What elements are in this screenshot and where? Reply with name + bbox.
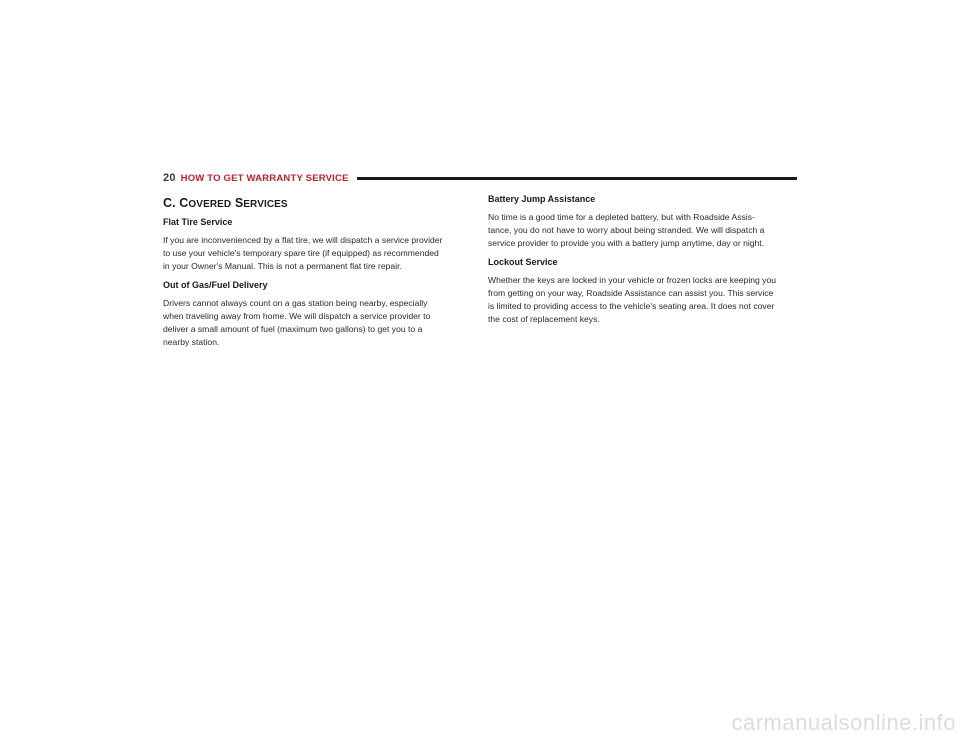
running-header-title: HOW TO GET WARRANTY SERVICE bbox=[180, 172, 349, 184]
paragraph-flat-tire: If you are inconvenienced by a flat tire, we will dispatch a service provider to use your vehicle's temporary spare tire (if equipped) as recommended in your Owner's Manual. This is not a permanent flat tire repair. bbox=[163, 235, 443, 271]
subhead-flat-tire: Flat Tire Service bbox=[163, 217, 233, 227]
subhead-battery-jump: Battery Jump Assistance bbox=[488, 194, 596, 204]
subhead-fuel-delivery: Out of Gas/Fuel Delivery bbox=[163, 280, 268, 290]
left-column bbox=[163, 196, 468, 355]
page-number: 20 bbox=[163, 172, 176, 184]
subhead-lockout: Lockout Service bbox=[488, 257, 558, 267]
flat-tire-block bbox=[163, 216, 468, 273]
paragraph-lockout: Whether the keys are locked in your vehicle or frozen locks are keeping you from getting on your way, Roadside Assistance can assist you. This service is limited to providing access to the vehicle's seating area. It does not cover the cost of replacement keys. bbox=[488, 275, 777, 324]
header-rule bbox=[357, 177, 797, 180]
battery-jump-block bbox=[488, 193, 798, 250]
fuel-delivery-block bbox=[163, 279, 468, 349]
watermark: carmanualsonline.info bbox=[731, 710, 956, 735]
page-header bbox=[163, 171, 797, 185]
paragraph-battery-jump: No time is a good time for a depleted battery, but with Roadside Assis- tance, you do not have to worry about being stranded. We will dispatch a service provider to provide you with a battery jump anytime, day or night. bbox=[488, 212, 765, 248]
paragraph-fuel-delivery: Drivers cannot always count on a gas station being nearby, especially when traveling away from home. We will dispatch a service provider to deliver a small amount of fuel (maximum two gallons) to get you to a nearby station. bbox=[163, 298, 431, 347]
section-title: C. COVERED SERVICES bbox=[163, 196, 288, 210]
right-column bbox=[488, 193, 798, 332]
lockout-block bbox=[488, 256, 798, 326]
